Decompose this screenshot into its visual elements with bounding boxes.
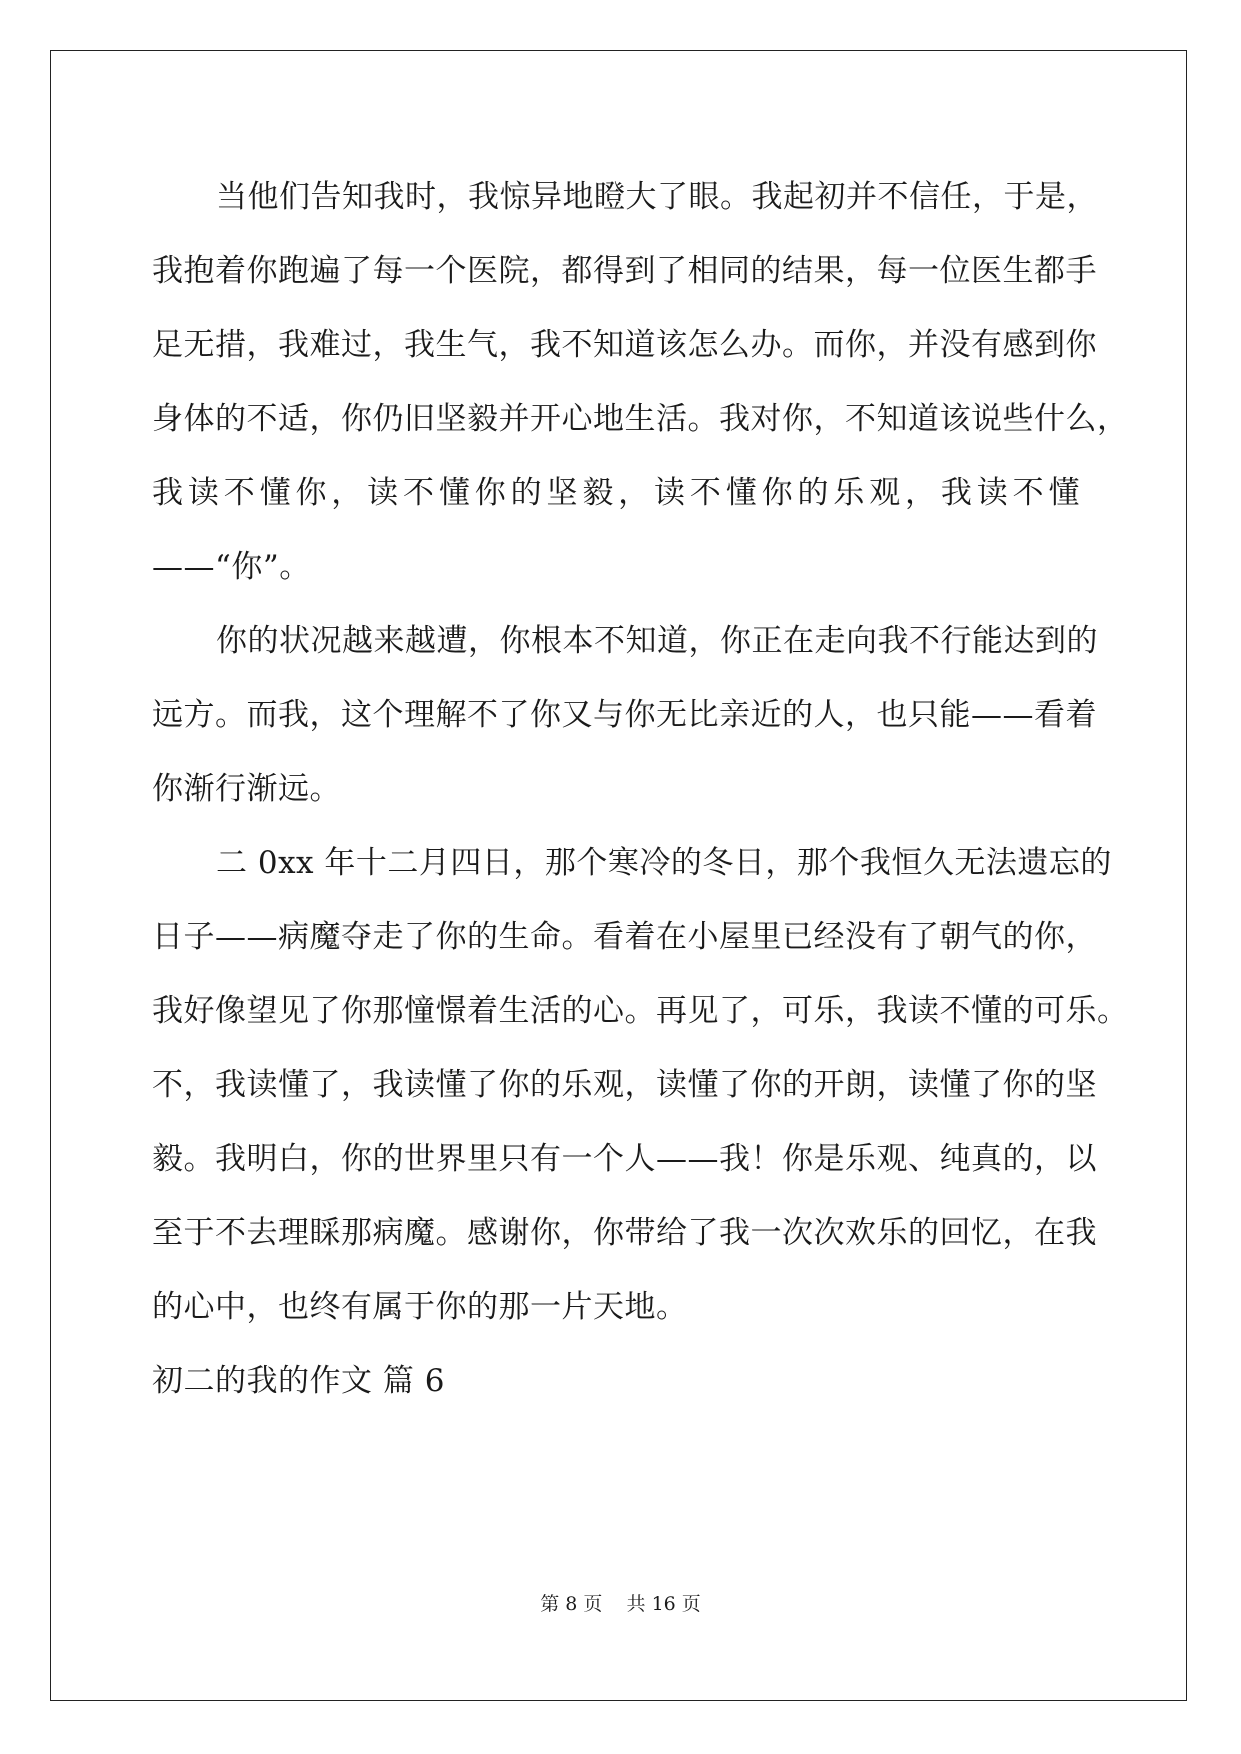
- paragraph-3-line-2: 日子——病魔夺走了你的生命。看着在小屋里已经没有了朝气的你，: [152, 919, 1097, 955]
- page-indicator: 第 8 页 共 16 页: [540, 1593, 701, 1615]
- paragraph-3-line-1: 二 0xx 年十二月四日，那个寒冷的冬日，那个我恒久无法遗忘的: [216, 845, 1112, 881]
- paragraph-1-line-4: 身体的不适，你仍旧坚毅并开心地生活。我对你，不知道该说些什么，: [152, 401, 1129, 437]
- paragraph-2-line-2: 远方。而我，这个理解不了你又与你无比亲近的人，也只能——看着: [152, 697, 1097, 733]
- section-heading: 初二的我的作文 篇 6: [152, 1363, 445, 1399]
- paragraph-3-line-3: 我好像望见了你那憧憬着生活的心。再见了，可乐，我读不懂的可乐。: [152, 993, 1129, 1029]
- paragraph-1-line-3: 足无措，我难过，我生气，我不知道该怎么办。而你，并没有感到你: [152, 327, 1097, 363]
- paragraph-1-line-1: 当他们告知我时，我惊异地瞪大了眼。我起初并不信任，于是，: [216, 179, 1098, 215]
- paragraph-2-line-1: 你的状况越来越遭，你根本不知道，你正在走向我不行能达到的: [216, 623, 1098, 659]
- paragraph-3-line-5: 毅。我明白，你的世界里只有一个人——我！你是乐观、纯真的，以: [152, 1141, 1097, 1177]
- paragraph-3-line-7: 的心中，也终有属于你的那一片天地。: [152, 1289, 688, 1325]
- paragraph-1-line-2: 我抱着你跑遍了每一个医院，都得到了相同的结果，每一位医生都手: [152, 253, 1097, 289]
- paragraph-3-line-6: 至于不去理睬那病魔。感谢你，你带给了我一次次欢乐的回忆，在我: [152, 1215, 1097, 1251]
- paragraph-1-line-5: 我读不懂你，读不懂你的坚毅，读不懂你的乐观，我读不懂: [152, 475, 1080, 511]
- paragraph-3-line-4: 不，我读懂了，我读懂了你的乐观，读懂了你的开朗，读懂了你的坚: [152, 1067, 1097, 1103]
- paragraph-2-line-3: 你渐行渐远。: [152, 771, 341, 807]
- paragraph-1-line-6: ——“你”。: [152, 549, 311, 585]
